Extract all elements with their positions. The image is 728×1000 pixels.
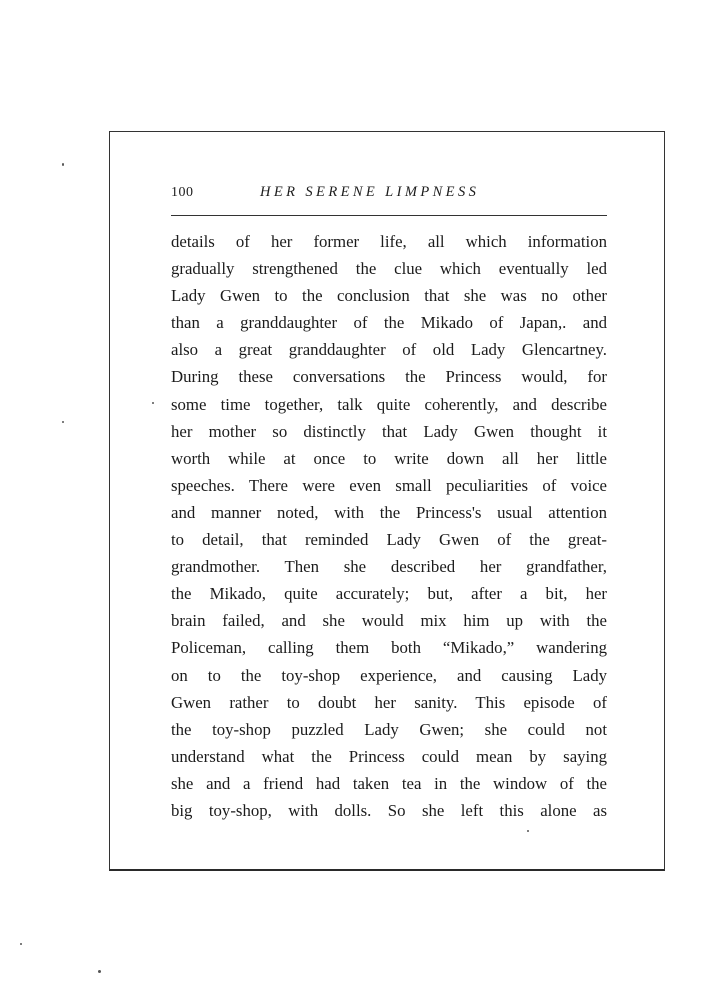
- page-number: 100: [171, 185, 194, 200]
- text-line: her mother so distinctly that Lady Gwen thought it: [171, 421, 607, 441]
- print-speck: [527, 830, 529, 832]
- text-line: than a granddaughter of the Mikado of Japan,. and: [171, 313, 607, 333]
- text-line: speeches. There were even small peculiarities of voice: [171, 475, 607, 495]
- text-line: brain failed, and she would mix him up with the: [171, 611, 607, 631]
- text-line: some time together, talk quite coherently, and describe: [171, 394, 607, 414]
- text-line: the Mikado, quite accurately; but, after a bit, her: [171, 584, 607, 604]
- print-speck: [20, 943, 22, 945]
- text-line: details of her former life, all which information: [171, 232, 607, 251]
- print-speck: [98, 970, 101, 973]
- text-line: big toy-shop, with dolls. So she left this alone as: [171, 800, 607, 820]
- text-line: gradually strengthened the clue which eventually led: [171, 259, 607, 279]
- text-line: to detail, that reminded Lady Gwen of the great-: [171, 530, 607, 550]
- text-line: the toy-shop puzzled Lady Gwen; she could not: [171, 719, 607, 739]
- header-rule: [171, 215, 607, 216]
- running-title: HER SERENE LIMPNESS: [260, 184, 480, 200]
- text-line: on to the toy-shop experience, and causing Lady: [171, 665, 607, 685]
- text-line: During these conversations the Princess would, for: [171, 367, 607, 387]
- print-speck: [62, 163, 64, 166]
- text-line: Lady Gwen to the conclusion that she was no other: [171, 286, 607, 306]
- print-speck: [62, 421, 64, 423]
- running-head: [171, 183, 607, 207]
- text-line: Gwen rather to doubt her sanity. This episode of: [171, 692, 607, 712]
- print-speck: [152, 402, 154, 404]
- text-line: Policeman, calling them both “Mikado,” wandering: [171, 638, 607, 658]
- text-line: grandmother. Then she described her grandfather,: [171, 557, 607, 577]
- text-line: also a great granddaughter of old Lady Glencartney.: [171, 340, 607, 360]
- body-text: [171, 228, 607, 824]
- text-line: worth while at once to write down all her little: [171, 448, 607, 468]
- text-line: understand what the Princess could mean by saying: [171, 746, 607, 766]
- text-line: and manner noted, with the Princess's usual attention: [171, 502, 607, 522]
- text-line: she and a friend had taken tea in the window of the: [171, 773, 607, 793]
